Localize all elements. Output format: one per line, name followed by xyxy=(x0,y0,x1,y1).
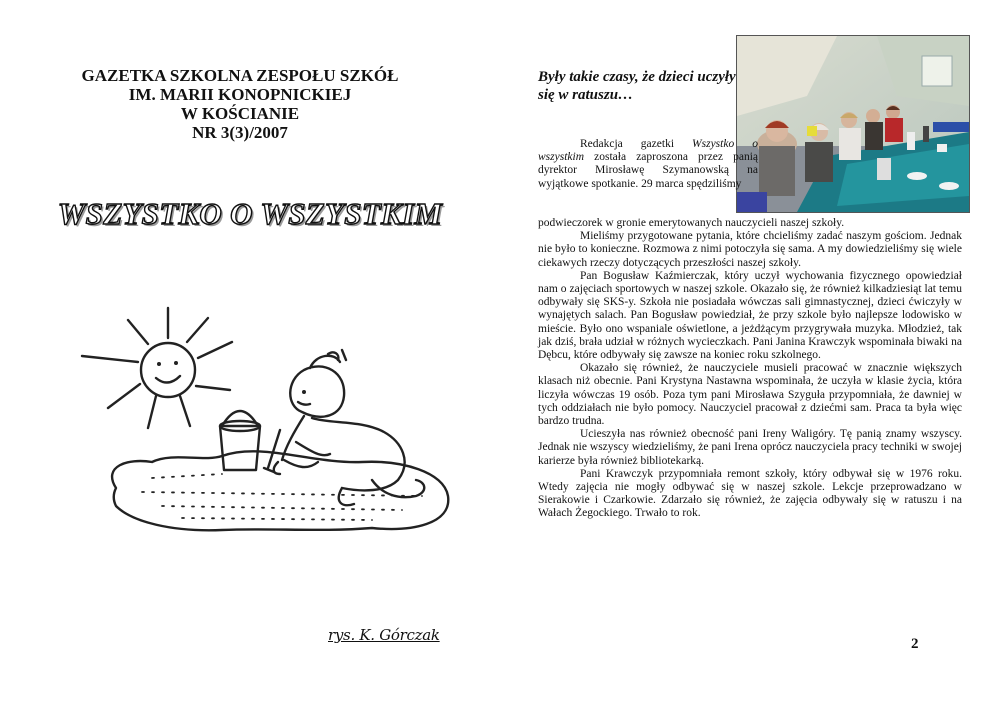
article-heading: Były takie czasy, że dzieci uczyły się w ratuszu… xyxy=(538,69,736,103)
masthead-line-2: IM. MARII KONOPNICKIEJ xyxy=(128,85,352,104)
intro-continuation: podwieczorek w gronie emerytowanych nauczycieli naszej szkoły. xyxy=(538,217,845,229)
article-page xyxy=(500,0,992,702)
intro-newspaper-name: Wszystko o wszystkim xyxy=(538,138,758,164)
child-body xyxy=(282,416,405,490)
sun-face xyxy=(141,343,195,397)
article-intro xyxy=(538,138,758,191)
sand-outline xyxy=(112,451,448,530)
article-paragraph: Mieliśmy przygotowane pytania, które chcieliśmy zadać naszym gościom. Jednak nie było to konieczne. Rozmowa z nimi potoczyła się sama. A my dowiedzieliśmy się wiele ciekawych rzeczy dotyczących przeszłości naszej szkoły. xyxy=(538,230,962,269)
teachers-meeting-photo xyxy=(736,35,970,213)
child-in-sand-illustration xyxy=(72,292,462,552)
masthead-line-3: W KOŚCIANIE xyxy=(180,104,300,123)
newspaper-title: WSZYSTKO O WSZYSTKIM xyxy=(57,196,443,231)
article-paragraph: Ucieszyła nas również obecność pani Ireny Waligóry. Tę panią znamy wszyscy. Jednak nie wszyscy wiedzieliśmy, że pani Irena oprócz nauczyciela pracy techniki w swojej karierze była również bibliotekarką. xyxy=(538,428,962,467)
child-head xyxy=(290,366,344,416)
article-paragraph: Pan Bogusław Kaźmierczak, który uczył wychowania fizycznego opowiedział nam o zajęciach sportowych w naszej szkole. Okazało się, że również kilkadziesiąt lat temu odbywały się SKS-y. Szkoła nie posiadała wówczas sali gimnastycznej, dzieci ćwiczyły w wynajętych salach. Pan Bogusław powiedział, że przy szkole było najlepsze lodowisko w mieście. Było ono wspaniale oświetlone, a jeżdżącym przygrywała muzyka. Młodzież, tak jak dziś, brała udział w różnych wycieczkach. Pani Janina Krawczyk wspominała biwaki na Dębcu, które odbywały się zawsze na koniec roku szkolnego. xyxy=(538,269,962,362)
intro-rest: została zaproszona przez panią dyrektor Mirosławę Szymanowską na wyjątkowe spotkanie. 29 marca spędziliśmy xyxy=(538,151,758,190)
masthead-line-1: GAZETKA SZKOLNA ZESPOŁU SZKÓŁ xyxy=(81,66,399,85)
article-paragraph: Okazało się również, że nauczyciele musieli pracować w znacznie większych klasach niż obecnie. Pani Krystyna Nastawna wspominała, że uczyła w klasie życia, która liczyła wówczas 19 osób. Poza tym pani Mirosława Szyguła przypomniała, że dawniej w tych oddziałach nie było pomocy. Nauczyciel pracował z dziećmi sam. Praca ta była więc bardzo trudna. xyxy=(538,362,962,428)
sun-rays xyxy=(82,308,232,428)
masthead-line-4: NR 3(3)/2007 xyxy=(192,123,288,142)
page-number: 2 xyxy=(911,636,919,652)
article-paragraph: Pani Krawczyk przypomniała remont szkoły, który odbywał się w 1976 roku. Wtedy zajęcia nie mogły odbywać się w naszej szkole. Lekcje przeprowadzano w Sierakowie i Czarkowie. Zdarzało się również, że zajęcia odbywały się w ratuszu i na Wałach Żegockiego. Trwało to rok. xyxy=(538,467,962,520)
article-body xyxy=(538,217,962,521)
masthead xyxy=(60,66,420,142)
sand-bucket xyxy=(220,426,260,470)
illustration-caption: rys. K. Górczak xyxy=(328,626,440,644)
intro-start: Redakcja gazetki xyxy=(580,138,693,150)
